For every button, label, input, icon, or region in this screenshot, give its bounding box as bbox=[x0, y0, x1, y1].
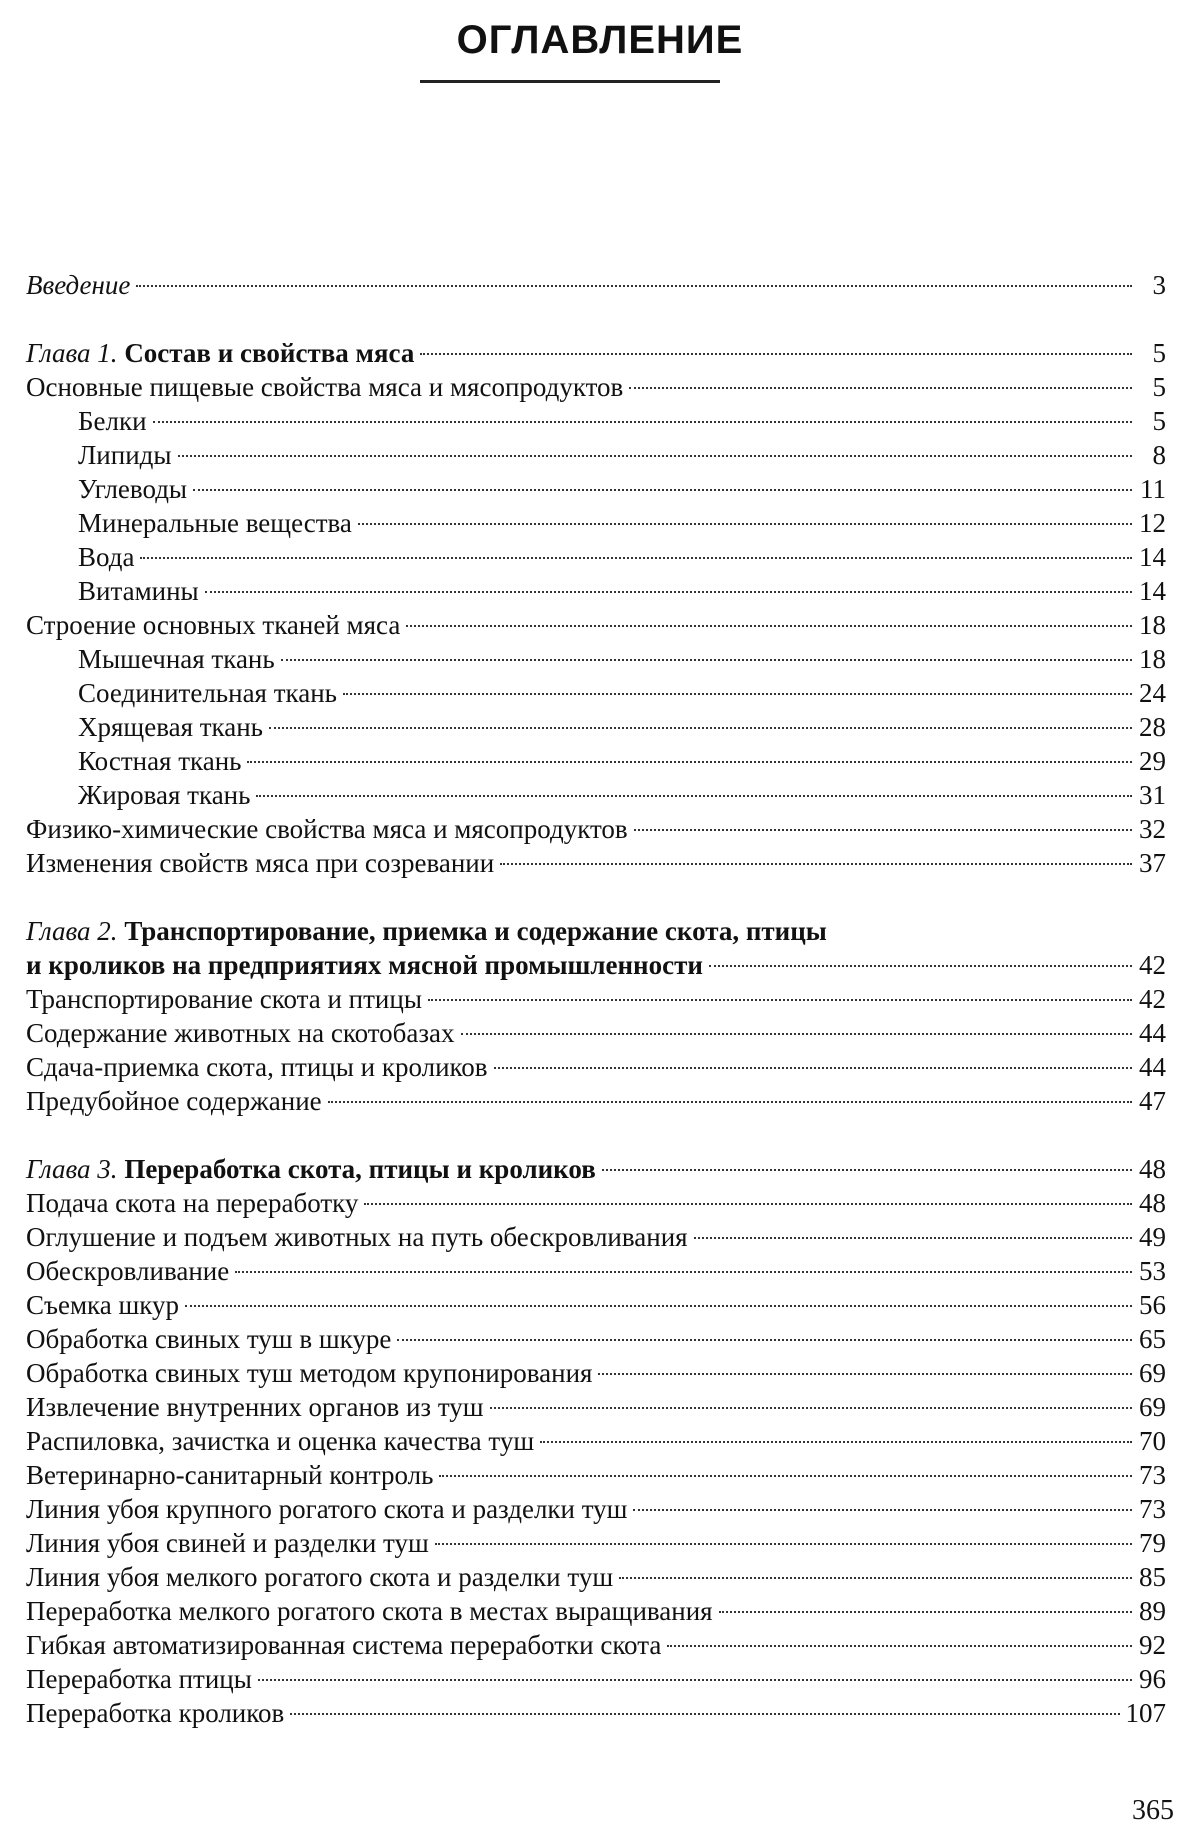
toc-page-number: 96 bbox=[1139, 1664, 1166, 1694]
toc-entry[interactable] bbox=[26, 1254, 1166, 1288]
toc-page-number: 32 bbox=[1139, 814, 1166, 844]
dot-leader bbox=[629, 387, 1132, 389]
toc-page-number: 79 bbox=[1139, 1528, 1166, 1558]
toc-subentry[interactable] bbox=[26, 404, 1166, 438]
toc-page-number: 69 bbox=[1139, 1358, 1166, 1388]
toc-page-number: 107 bbox=[1125, 1698, 1166, 1728]
page-title: ОГЛАВЛЕНИЕ bbox=[456, 18, 744, 62]
toc-page-number: 14 bbox=[1139, 576, 1166, 606]
toc-entry[interactable] bbox=[26, 1424, 1166, 1458]
toc-entry-text: Жировая ткань bbox=[78, 780, 251, 810]
dot-leader bbox=[153, 421, 1132, 423]
toc-entry-text: Соединительная ткань bbox=[78, 678, 337, 708]
toc-entry-text: Физико-химические свойства мяса и мясопродуктов bbox=[26, 814, 628, 844]
title-underline bbox=[420, 80, 720, 83]
dot-leader bbox=[290, 1713, 1119, 1715]
toc-entry-chapter[interactable] bbox=[26, 1152, 1166, 1186]
dot-leader bbox=[358, 523, 1132, 525]
chapter-heading-line bbox=[26, 914, 1166, 948]
toc-page-number: 3 bbox=[1152, 270, 1166, 300]
dot-leader bbox=[461, 1033, 1132, 1035]
toc-entry[interactable] bbox=[26, 1492, 1166, 1526]
chapter-title: и кроликов на предприятиях мясной промышленности bbox=[26, 950, 703, 980]
dot-leader bbox=[667, 1645, 1132, 1647]
toc-entry[interactable] bbox=[26, 1084, 1166, 1118]
dot-leader bbox=[540, 1441, 1132, 1443]
dot-leader bbox=[140, 557, 1132, 559]
dot-leader bbox=[634, 829, 1132, 831]
toc-entry-text: Подача скота на переработку bbox=[26, 1188, 359, 1218]
dot-leader bbox=[694, 1237, 1132, 1239]
dot-leader bbox=[343, 693, 1132, 695]
toc-page-number: 8 bbox=[1152, 440, 1166, 470]
toc-page-number: 18 bbox=[1139, 610, 1166, 640]
toc-entry[interactable] bbox=[26, 1594, 1166, 1628]
toc-page-number: 28 bbox=[1139, 712, 1166, 742]
dot-leader bbox=[490, 1407, 1132, 1409]
toc-entry-text: Хрящевая ткань bbox=[78, 712, 263, 742]
toc-entry-text: Сдача-приемка скота, птицы и кроликов bbox=[26, 1052, 488, 1082]
toc-entry-text: Мышечная ткань bbox=[78, 644, 275, 674]
toc-entry[interactable] bbox=[26, 370, 1166, 404]
toc-entry[interactable] bbox=[26, 982, 1166, 1016]
toc-page-number: 12 bbox=[1139, 508, 1166, 538]
dot-leader bbox=[420, 353, 1132, 355]
toc-entry-text: Распиловка, зачистка и оценка качества туш bbox=[26, 1426, 535, 1456]
toc-page-number: 37 bbox=[1139, 848, 1166, 878]
toc-entry[interactable] bbox=[26, 1050, 1166, 1084]
dot-leader bbox=[136, 285, 1132, 287]
toc-entry[interactable] bbox=[26, 812, 1166, 846]
toc-page-number: 48 bbox=[1139, 1154, 1166, 1184]
toc-page-number: 5 bbox=[1152, 338, 1166, 368]
toc-subentry[interactable] bbox=[26, 778, 1166, 812]
dot-leader bbox=[205, 591, 1132, 593]
toc-page-number: 53 bbox=[1139, 1256, 1166, 1286]
toc-entry-text: Извлечение внутренних органов из туш bbox=[26, 1392, 484, 1422]
toc-entry-text: Содержание животных на скотобазах bbox=[26, 1018, 455, 1048]
dot-leader bbox=[256, 795, 1132, 797]
toc-entry-text: Костная ткань bbox=[78, 746, 242, 776]
toc-entry[interactable] bbox=[26, 608, 1166, 642]
toc-entry[interactable] bbox=[26, 1696, 1166, 1730]
toc-page-number: 24 bbox=[1139, 678, 1166, 708]
toc-page-number: 11 bbox=[1140, 474, 1166, 504]
dot-leader bbox=[247, 761, 1132, 763]
toc-entry-text: Предубойное содержание bbox=[26, 1086, 322, 1116]
dot-leader bbox=[428, 999, 1132, 1001]
toc-entry[interactable] bbox=[26, 1560, 1166, 1594]
toc-entry-text: Линия убоя мелкого рогатого скота и разделки туш bbox=[26, 1562, 614, 1592]
toc-page-number: 5 bbox=[1152, 372, 1166, 402]
toc-entry-text: Транспортирование скота и птицы bbox=[26, 984, 422, 1014]
dot-leader bbox=[193, 489, 1132, 491]
toc-page-number: 44 bbox=[1139, 1018, 1166, 1048]
toc-subentry[interactable] bbox=[26, 642, 1166, 676]
toc-entry[interactable] bbox=[26, 1356, 1166, 1390]
toc-entry-text: Оглушение и подъем животных на путь обескровливания bbox=[26, 1222, 688, 1252]
toc-page-number: 73 bbox=[1139, 1460, 1166, 1490]
toc-entry-text: Минеральные вещества bbox=[78, 508, 352, 538]
dot-leader bbox=[719, 1611, 1132, 1613]
chapter-label: Глава 2. bbox=[26, 916, 118, 946]
toc-entry[interactable] bbox=[26, 1526, 1166, 1560]
toc-entry-text: Витамины bbox=[78, 576, 199, 606]
toc-page-number: 44 bbox=[1139, 1052, 1166, 1082]
toc-subentry[interactable] bbox=[26, 676, 1166, 710]
toc-page-number: 31 bbox=[1139, 780, 1166, 810]
dot-leader bbox=[406, 625, 1132, 627]
chapter-label: Глава 1. bbox=[26, 338, 118, 368]
toc-page-number: 42 bbox=[1139, 950, 1166, 980]
table-of-contents bbox=[26, 268, 1166, 1730]
toc-page-number: 65 bbox=[1139, 1324, 1166, 1354]
toc-entry-text: Переработка мелкого рогатого скота в местах выращивания bbox=[26, 1596, 713, 1626]
toc-entry-text: Вода bbox=[78, 542, 135, 572]
toc-page-number: 56 bbox=[1139, 1290, 1166, 1320]
dot-leader bbox=[709, 965, 1132, 967]
toc-subentry[interactable] bbox=[26, 744, 1166, 778]
dot-leader bbox=[439, 1475, 1132, 1477]
toc-page-number: 29 bbox=[1139, 746, 1166, 776]
toc-page-number: 70 bbox=[1139, 1426, 1166, 1456]
dot-leader bbox=[500, 863, 1132, 865]
dot-leader bbox=[602, 1169, 1132, 1171]
toc-page-number: 85 bbox=[1139, 1562, 1166, 1592]
toc-entry-intro[interactable] bbox=[26, 268, 1166, 302]
chapter-list bbox=[26, 336, 1166, 1730]
toc-entry[interactable] bbox=[26, 846, 1166, 880]
toc-entry-text: Переработка птицы bbox=[26, 1664, 252, 1694]
toc-page-number: 49 bbox=[1139, 1222, 1166, 1252]
dot-leader bbox=[185, 1305, 1132, 1307]
toc-entry-text: Обработка свиных туш методом крупонирования bbox=[26, 1358, 593, 1388]
toc-page-number: 48 bbox=[1139, 1188, 1166, 1218]
dot-leader bbox=[281, 659, 1132, 661]
toc-page-number: 5 bbox=[1152, 406, 1166, 436]
toc-page-number: 47 bbox=[1139, 1086, 1166, 1116]
toc-page-number: 89 bbox=[1139, 1596, 1166, 1626]
toc-page-number: 14 bbox=[1139, 542, 1166, 572]
dot-leader bbox=[178, 455, 1132, 457]
chapter-title: Транспортирование, приемка и содержание скота, птицы bbox=[124, 916, 827, 946]
toc-entry-text: Переработка кроликов bbox=[26, 1698, 285, 1728]
toc-entry-text: Изменения свойств мяса при созревании bbox=[26, 848, 495, 878]
toc-page-number: 92 bbox=[1139, 1630, 1166, 1660]
toc-subentry[interactable] bbox=[26, 574, 1166, 608]
dot-leader bbox=[235, 1271, 1132, 1273]
toc-page-number: 18 bbox=[1139, 644, 1166, 674]
toc-subentry[interactable] bbox=[26, 472, 1166, 506]
chapter-label: Глава 3. bbox=[26, 1154, 118, 1184]
chapter-title: Переработка скота, птицы и кроликов bbox=[124, 1154, 596, 1184]
toc-entry-text: Гибкая автоматизированная система переработки скота bbox=[26, 1630, 662, 1660]
dot-leader bbox=[494, 1067, 1132, 1069]
toc-entry[interactable] bbox=[26, 1662, 1166, 1696]
dot-leader bbox=[364, 1203, 1132, 1205]
dot-leader bbox=[258, 1679, 1132, 1681]
toc-entry-text: Обработка свиных туш в шкуре bbox=[26, 1324, 392, 1354]
toc-entry-text: Съемка шкур bbox=[26, 1290, 180, 1320]
toc-entry[interactable] bbox=[26, 1322, 1166, 1356]
dot-leader bbox=[619, 1577, 1132, 1579]
toc-entry[interactable] bbox=[26, 1186, 1166, 1220]
toc-subentry[interactable] bbox=[26, 506, 1166, 540]
dot-leader bbox=[397, 1339, 1132, 1341]
toc-entry-text: Ветеринарно-санитарный контроль bbox=[26, 1460, 434, 1490]
toc-entry[interactable] bbox=[26, 1220, 1166, 1254]
toc-entry[interactable] bbox=[26, 1016, 1166, 1050]
toc-entry-text: Обескровливание bbox=[26, 1256, 230, 1286]
toc-page-number: 69 bbox=[1139, 1392, 1166, 1422]
toc-subentry[interactable] bbox=[26, 540, 1166, 574]
toc-entry-chapter[interactable] bbox=[26, 948, 1166, 982]
dot-leader bbox=[633, 1509, 1132, 1511]
dot-leader bbox=[435, 1543, 1132, 1545]
toc-entry-text: Углеводы bbox=[78, 474, 188, 504]
toc-entry[interactable] bbox=[26, 1390, 1166, 1424]
toc-subentry[interactable] bbox=[26, 710, 1166, 744]
dot-leader bbox=[598, 1373, 1132, 1375]
toc-entry-chapter[interactable] bbox=[26, 336, 1166, 370]
toc-entry[interactable] bbox=[26, 1288, 1166, 1322]
toc-entry-text: Линия убоя свиней и разделки туш bbox=[26, 1528, 429, 1558]
dot-leader bbox=[269, 727, 1132, 729]
page-number: 365 bbox=[1132, 1795, 1174, 1826]
toc-entry-text: Основные пищевые свойства мяса и мясопродуктов bbox=[26, 372, 624, 402]
toc-entry-text: Линия убоя крупного рогатого скота и разделки туш bbox=[26, 1494, 628, 1524]
toc-entry[interactable] bbox=[26, 1628, 1166, 1662]
toc-page-number: 42 bbox=[1139, 984, 1166, 1014]
toc-entry[interactable] bbox=[26, 1458, 1166, 1492]
toc-entry-text: Введение bbox=[26, 270, 131, 300]
toc-page-number: 73 bbox=[1139, 1494, 1166, 1524]
toc-entry-text: Строение основных тканей мяса bbox=[26, 610, 401, 640]
toc-entry-text: Липиды bbox=[78, 440, 172, 470]
chapter-title: Состав и свойства мяса bbox=[124, 338, 415, 368]
toc-entry-text: Белки bbox=[78, 406, 147, 436]
dot-leader bbox=[328, 1101, 1132, 1103]
toc-subentry[interactable] bbox=[26, 438, 1166, 472]
